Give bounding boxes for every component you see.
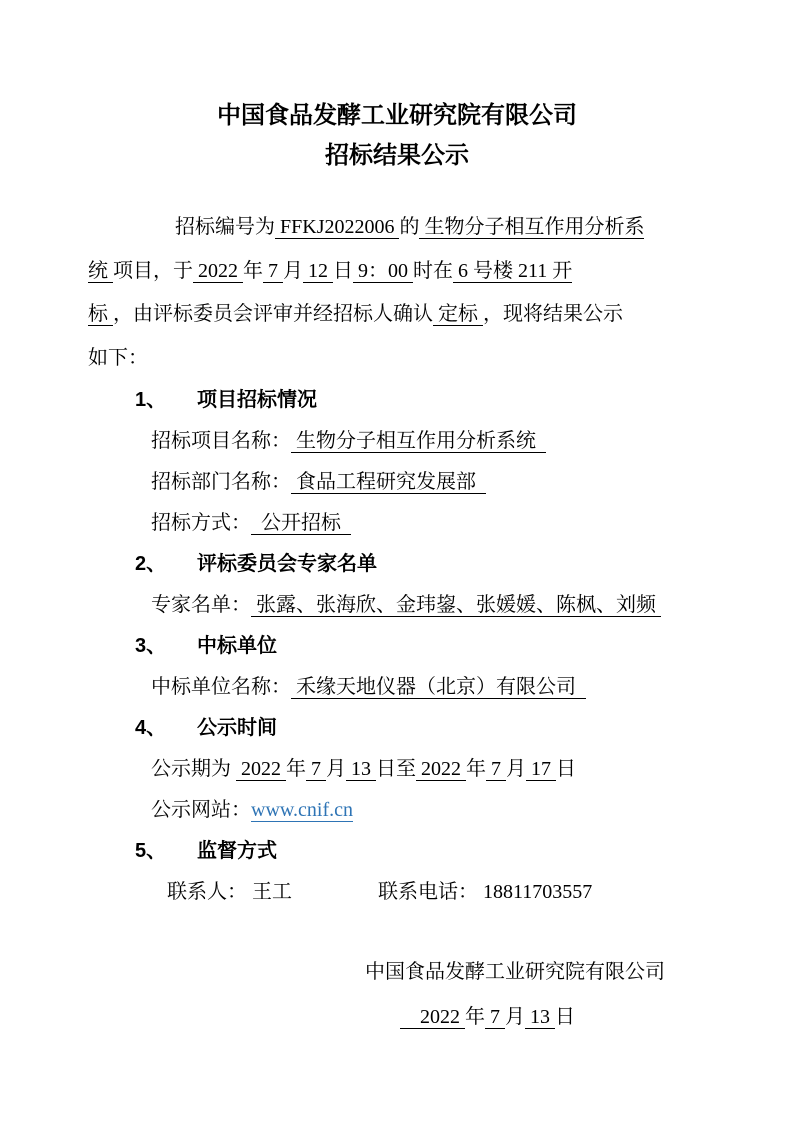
section-2-number: 2、	[135, 553, 167, 575]
section-3-heading	[135, 626, 706, 667]
field-expert-names: 专家名单： 张露、张海欣、金玮鋆、张媛媛、陈枫、刘频	[151, 594, 661, 616]
section-2-heading	[135, 544, 706, 585]
section-publicity-period	[88, 708, 706, 831]
signature-company-name: 中国食品发酵工业研究院有限公司	[365, 961, 665, 983]
section-3-number: 3、	[135, 635, 167, 657]
signature-block	[88, 950, 706, 1040]
section-4-title: 公示时间	[197, 717, 277, 739]
public-website-link[interactable]: www.cnif.cn	[251, 799, 354, 821]
sections	[88, 380, 706, 913]
section-5-title: 监督方式	[197, 840, 277, 862]
section-4-heading	[135, 708, 706, 749]
field-publicity-period: 公示期为 2022 年 7 月 13 日至 2022 年 7 月 17 日	[151, 758, 576, 780]
section-expert-list	[88, 544, 706, 626]
section-supervision	[88, 831, 706, 913]
field-department-name: 招标部门名称： 食品工程研究发展部	[151, 471, 486, 493]
section-4-number: 4、	[135, 717, 167, 739]
intro-line-4: 如下：	[88, 346, 148, 369]
section-1-number: 1、	[135, 389, 167, 411]
intro-paragraph	[88, 206, 706, 380]
intro-line-2: 统 项目，于 2022 年 7 月 12 日 9：00 时在 6 号楼 211 开	[88, 259, 573, 282]
section-winning-bidder	[88, 626, 706, 708]
section-5-number: 5、	[135, 840, 167, 862]
field-contact-info: 联系人： 王工 联系电话： 18811703557	[167, 881, 593, 903]
section-1-title: 项目招标情况	[197, 389, 317, 411]
intro-line-3: 标 ，由评标委员会评审并经招标人确认 定标 ，现将结果公示	[88, 303, 623, 325]
signature-date: 2022 年 7 月 13 日	[400, 1006, 575, 1028]
intro-line-1: 招标编号为 FFKJ2022006 的 生物分子相互作用分析系	[175, 216, 645, 238]
field-bidding-method: 招标方式： 公开招标	[151, 512, 351, 534]
field-project-name: 招标项目名称： 生物分子相互作用分析系统	[151, 430, 546, 452]
section-project-bidding	[88, 380, 706, 544]
section-5-heading	[135, 831, 706, 872]
field-publicity-website: 公示网站：www.cnif.cn	[151, 799, 354, 821]
document-subtitle: 招标结果公示	[325, 142, 469, 169]
section-3-title: 中标单位	[197, 635, 277, 657]
section-2-title: 评标委员会专家名单	[197, 553, 377, 575]
field-winning-bidder-name: 中标单位名称： 禾缘天地仪器（北京）有限公司	[151, 676, 586, 698]
document-title: 中国食品发酵工业研究院有限公司	[217, 102, 577, 129]
section-1-heading	[135, 380, 706, 421]
